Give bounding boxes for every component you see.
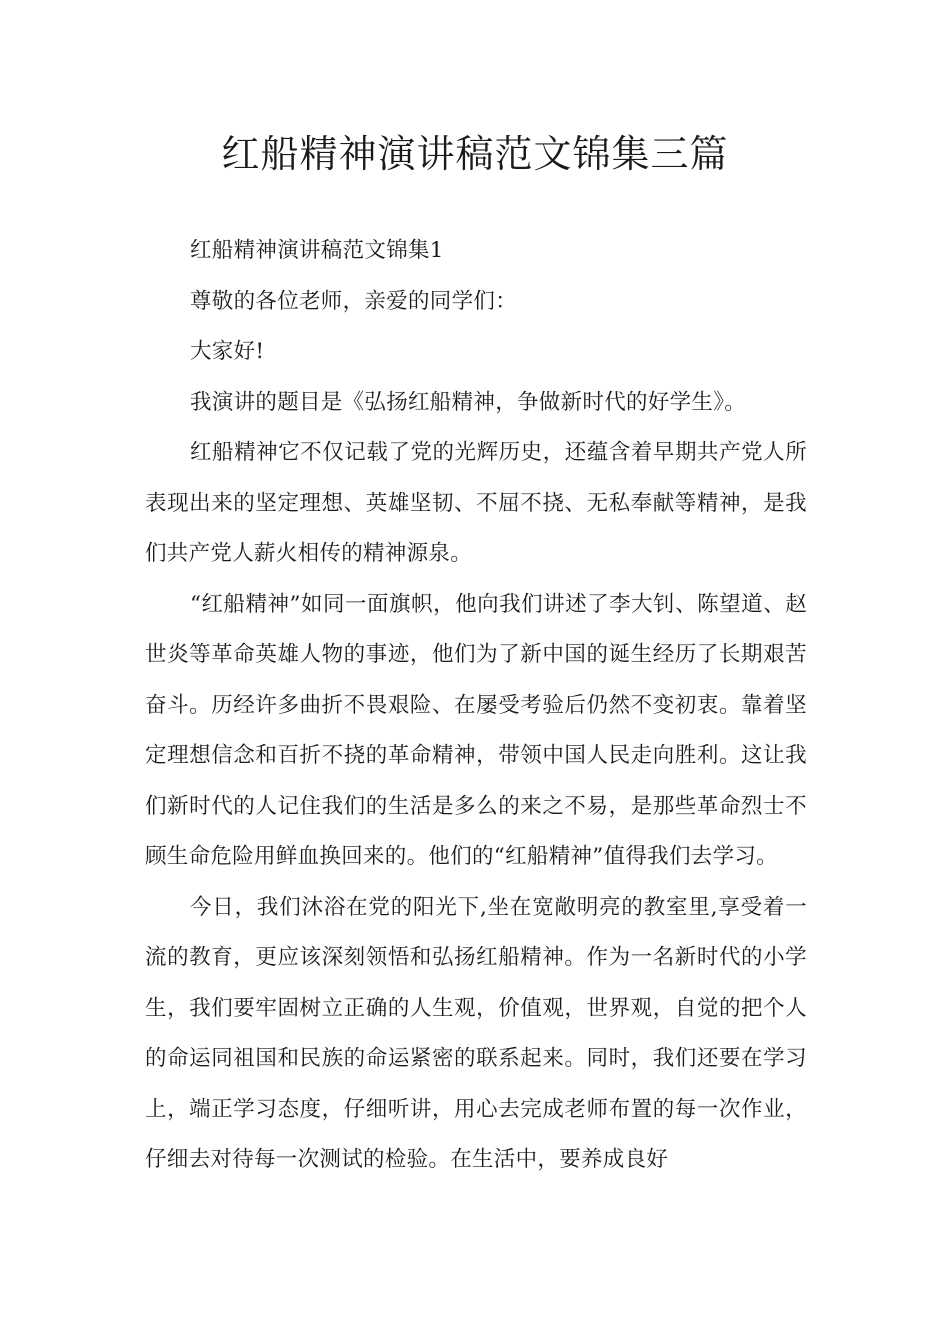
salutation-paragraph: 尊敬的各位老师，亲爱的同学们： bbox=[190, 288, 518, 314]
topic-paragraph: 我演讲的题目是《弘扬红船精神，争做新时代的好学生》。 bbox=[190, 389, 747, 415]
section-heading: 红船精神演讲稿范文锦集1 bbox=[190, 238, 444, 263]
body-paragraph: “红船精神”如同一面旗帜，他向我们讲述了李大钊、陈望道、赵世炎等革命英雄人物的事迹，他们为了新中国的诞生经历了长期艰苦奋斗。历经许多曲折不畏艰险、在屡受考验后仍然不变初衷。靠着坚定理想信念和百折不挠的革命精神，带领中国人民走向胜利。这让我们新时代的人记住我们的生活是多么的来之不易，是那些革命烈士不顾生命危险用鲜血换回来的。他们的“红船精神”值得我们去学习。 bbox=[145, 591, 807, 869]
body-paragraph: 今日，我们沐浴在党的阳光下,坐在宽敞明亮的教室里,享受着一流的教育，更应该深刻领悟和弘扬红船精神。作为一名新时代的小学生，我们要牢固树立正确的人生观，价值观，世界观，自觉的把个人的命运同祖国和民族的命运紧密的联系起来。同时，我们还要在学习上，端正学习态度，仔细听讲，用心去完成老师布置的每一次作业，仔细去对待每一次测试的检验。在生活中，要养成良好 bbox=[145, 894, 807, 1172]
document-title: 红船精神演讲稿范文锦集三篇 bbox=[221, 132, 729, 176]
greeting-paragraph: 大家好! bbox=[190, 339, 265, 364]
document-body bbox=[145, 226, 807, 1186]
body-paragraph: 红船精神它不仅记载了党的光辉历史，还蕴含着早期共产党人所表现出来的坚定理想、英雄坚韧、不屈不挠、无私奉献等精神，是我们共产党人薪火相传的精神源泉。 bbox=[145, 440, 807, 566]
